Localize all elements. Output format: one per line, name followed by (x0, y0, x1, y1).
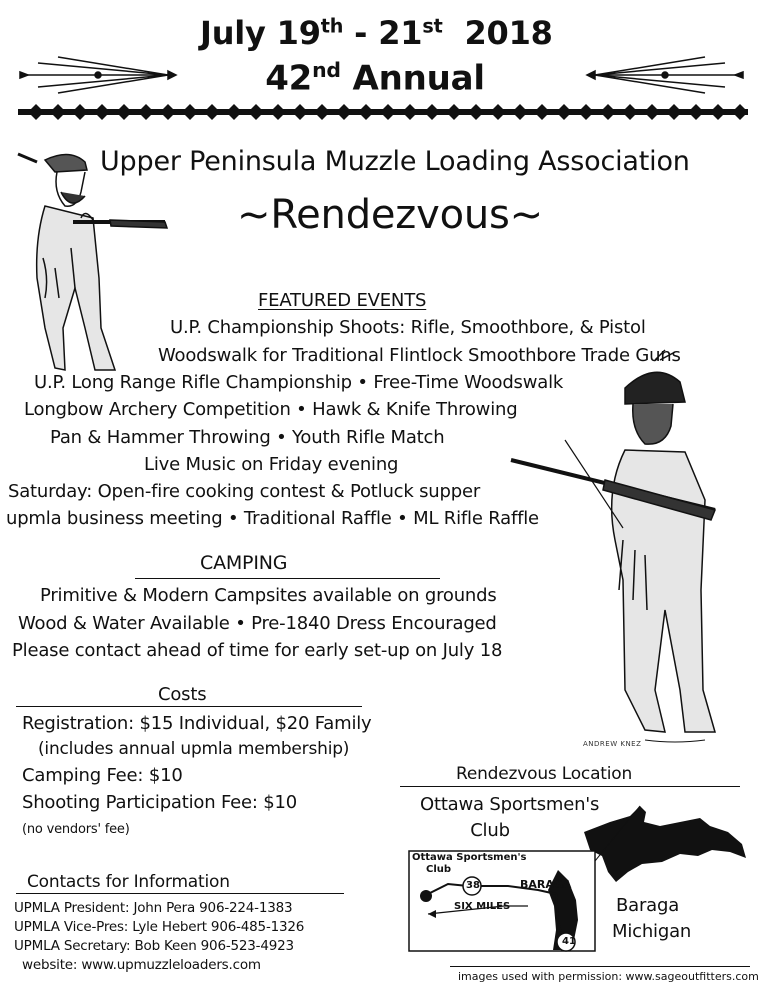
cost-camping: Camping Fee: $10 (22, 765, 183, 786)
annual-word: Annual (352, 58, 485, 99)
border-diamond (138, 104, 154, 120)
featured-heading: FEATURED EVENTS (258, 290, 427, 311)
location-heading: Rendezvous Location (456, 764, 633, 784)
date-start-suffix: th (320, 14, 344, 38)
contact-secretary: UPMLA Secretary: Bob Keen 906-523-4923 (14, 938, 294, 954)
org-name: Upper Peninsula Muzzle Loading Association (100, 146, 690, 177)
contact-president: UPMLA President: John Pera 906-224-1383 (14, 900, 293, 916)
border-diamond (94, 104, 110, 120)
location-rule (400, 786, 740, 787)
border-diamond (116, 104, 132, 120)
contact-vice-president: UPMLA Vice-Pres: Lyle Hebert 906-485-1326 (14, 919, 305, 935)
featured-line-6: Live Music on Friday evening (144, 454, 399, 475)
border-diamond (182, 104, 198, 120)
event-name: ~Rendezvous~ (237, 192, 543, 238)
cost-registration-note: (includes annual upmla membership) (38, 739, 350, 759)
cost-vendors: (no vendors' fee) (22, 822, 130, 837)
upper-peninsula-map (580, 792, 750, 887)
location-city: Baraga (616, 895, 680, 916)
camping-heading: CAMPING (200, 552, 288, 574)
border-diamond (50, 104, 66, 120)
border-diamond (710, 104, 726, 120)
featured-line-8: upmla business meeting • Traditional Raffle • ML Rifle Raffle (6, 508, 539, 529)
border-diamond (534, 104, 550, 120)
contact-website: website: www.upmuzzleloaders.com (22, 957, 261, 973)
border-diamond (336, 104, 352, 120)
featured-line-5: Pan & Hammer Throwing • Youth Rifle Match (50, 427, 445, 448)
annual-number (250, 58, 500, 98)
border-diamond (446, 104, 462, 120)
border-diamond (314, 104, 330, 120)
border-diamond (358, 104, 374, 120)
map-baraga-label: BARAGA (520, 878, 572, 891)
border-diamond (644, 104, 660, 120)
border-diamond (380, 104, 396, 120)
cost-registration: Registration: $15 Individual, $20 Family (22, 713, 372, 734)
camping-line-2: Wood & Water Available • Pre-1840 Dress Encouraged (18, 613, 497, 634)
credit-rule (450, 966, 750, 967)
border-diamond (402, 104, 418, 120)
annual-suffix: nd (312, 58, 341, 82)
featured-line-4: Longbow Archery Competition • Hawk & Knife Throwing (24, 399, 518, 420)
map-club-label-2: Club (426, 864, 452, 875)
location-place-2: Club (470, 820, 510, 841)
camping-line-1: Primitive & Modern Campsites available on grounds (40, 585, 497, 606)
border-diamond (556, 104, 572, 120)
costs-rule (16, 706, 362, 707)
date-end: - 21 (343, 14, 423, 52)
map-route-38: 38 (466, 880, 480, 891)
date-start: July 19 (200, 14, 321, 52)
hunter-illustration (505, 360, 750, 750)
border-diamond (424, 104, 440, 120)
featured-line-1: U.P. Championship Shoots: Rifle, Smoothbore, & Pistol (170, 317, 646, 338)
annual-num: 42 (265, 58, 313, 99)
border-diamond (248, 104, 264, 120)
map-six-miles-label: SIX MILES (454, 901, 511, 912)
border-diamond (204, 104, 220, 120)
contacts-rule (16, 893, 344, 894)
date-end-suffix: st (422, 14, 443, 38)
map-route-41: 41 (562, 936, 576, 947)
arrow-bundle-icon (18, 55, 178, 95)
border-diamond (688, 104, 704, 120)
costs-heading: Costs (158, 684, 207, 705)
border-diamond (622, 104, 638, 120)
artist-signature: ANDREW KNEZ (583, 740, 642, 748)
image-credit: images used with permission: www.sageoutfitters.com (458, 970, 759, 983)
border-diamond (600, 104, 616, 120)
camping-rule (135, 578, 440, 579)
border-diamond (732, 104, 748, 120)
border-diamond (666, 104, 682, 120)
contacts-heading: Contacts for Information (27, 872, 230, 892)
location-state: Michigan (612, 921, 692, 942)
featured-line-3: U.P. Long Range Rifle Championship • Free-Time Woodswalk (34, 372, 564, 393)
map-club-label-1: Ottawa Sportsmen's (412, 852, 527, 863)
border-diamond (226, 104, 242, 120)
mountain-man-illustration (15, 148, 175, 378)
border-diamond (270, 104, 286, 120)
border-diamond (468, 104, 484, 120)
border-diamond (28, 104, 44, 120)
border-diamond (160, 104, 176, 120)
date-year: 2018 (464, 14, 553, 52)
event-date (200, 14, 553, 52)
decorative-border (18, 102, 748, 122)
camping-line-3: Please contact ahead of time for early set-up on July 18 (12, 640, 503, 661)
border-diamond (490, 104, 506, 120)
border-diamond (72, 104, 88, 120)
border-diamond (578, 104, 594, 120)
featured-line-7: Saturday: Open-fire cooking contest & Potluck supper (8, 481, 481, 502)
location-place-1: Ottawa Sportsmen's (420, 794, 600, 815)
cost-shooting: Shooting Participation Fee: $10 (22, 792, 298, 813)
arrow-bundle-icon (585, 55, 745, 95)
border-diamond (292, 104, 308, 120)
featured-line-2: Woodswalk for Traditional Flintlock Smoothbore Trade Guns (158, 345, 681, 366)
border-diamond (512, 104, 528, 120)
